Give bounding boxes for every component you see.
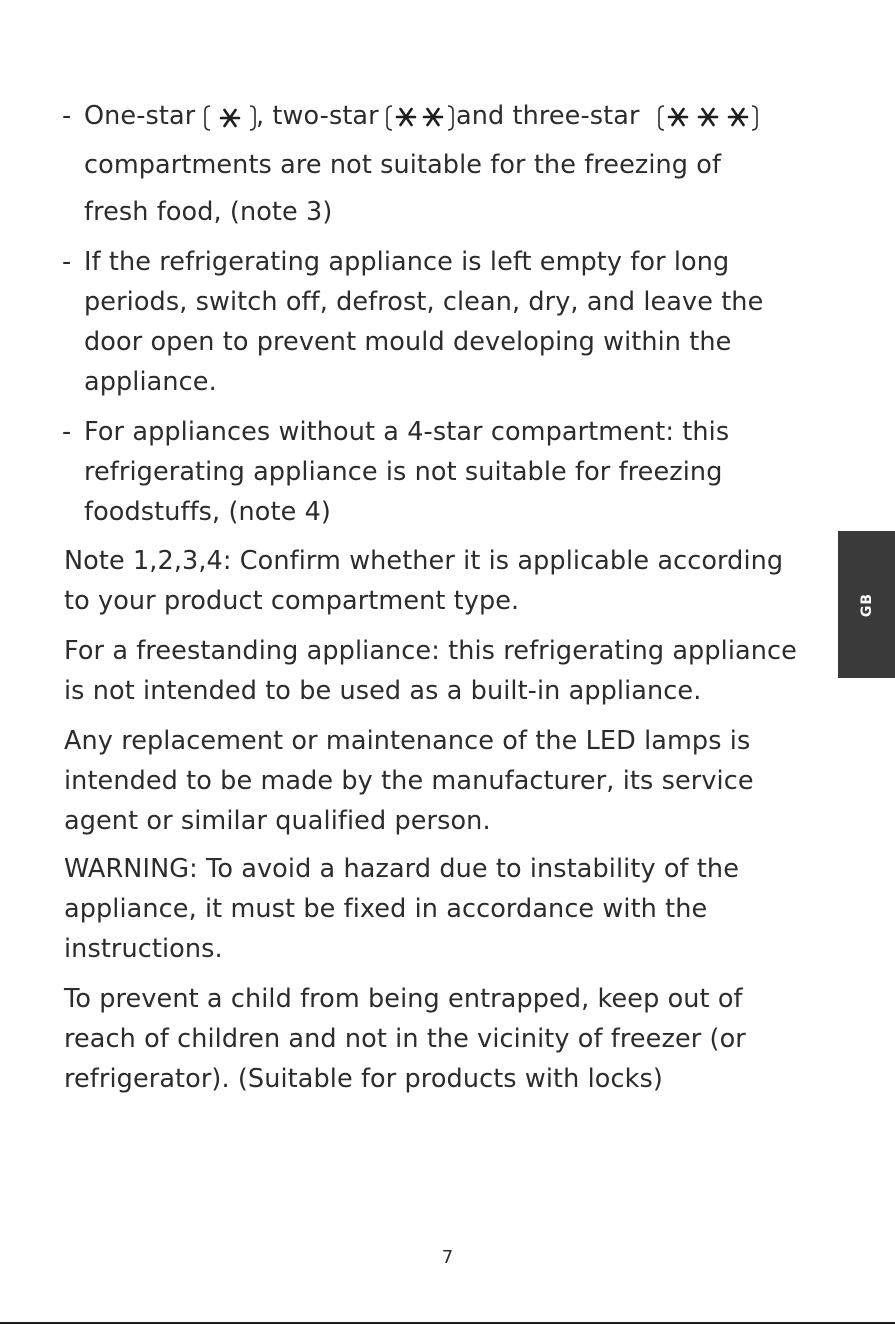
two-star-icon [386, 103, 454, 133]
text-line: instructions. [64, 934, 223, 964]
text-line: intended to be made by the manufacturer, its service [64, 766, 754, 796]
bullet-dash: - [62, 101, 72, 131]
text-line: If the refrigerating appliance is left empty for long [84, 247, 730, 277]
text-line: reach of children and not in the vicinity of freezer (or [64, 1024, 746, 1054]
text-line: , two-star [256, 101, 379, 131]
text-line: to your product compartment type. [64, 586, 520, 616]
page-number: 7 [441, 1247, 454, 1268]
one-star-icon [204, 103, 256, 133]
text-line: appliance. [84, 367, 217, 397]
bullet-dash: - [62, 417, 72, 447]
text-line: door open to prevent mould developing within the [84, 327, 732, 357]
text-line: foodstuffs, (note 4) [84, 497, 331, 527]
text-line: is not intended to be used as a built-in appliance. [64, 676, 702, 706]
text-line: compartments are not suitable for the freezing of [84, 150, 722, 180]
text-line: To prevent a child from being entrapped, keep out of [64, 984, 743, 1014]
text-line: For a freestanding appliance: this refrigerating appliance [64, 636, 797, 666]
text-line: appliance, it must be fixed in accordance with the [64, 894, 708, 924]
three-star-icon [658, 103, 758, 133]
bullet-dash: - [62, 247, 72, 277]
text-line: periods, switch off, defrost, clean, dry, and leave the [84, 287, 764, 317]
text-line: One-star [84, 101, 196, 131]
text-line: Any replacement or maintenance of the LED lamps is [64, 726, 751, 756]
text-line: refrigerating appliance is not suitable for freezing [84, 457, 723, 487]
text-line: agent or similar qualified person. [64, 806, 491, 836]
text-line: Note 1,2,3,4: Confirm whether it is applicable according [64, 546, 784, 576]
text-line: For appliances without a 4-star compartment: this [84, 417, 730, 447]
text-line: WARNING: To avoid a hazard due to instability of the [64, 854, 739, 884]
language-tab-label: GB [858, 592, 875, 617]
language-tab [838, 531, 895, 678]
text-line: fresh food, (note 3) [84, 197, 333, 227]
text-line: refrigerator). (Suitable for products with locks) [64, 1064, 663, 1094]
text-line: and three-star [456, 101, 640, 131]
